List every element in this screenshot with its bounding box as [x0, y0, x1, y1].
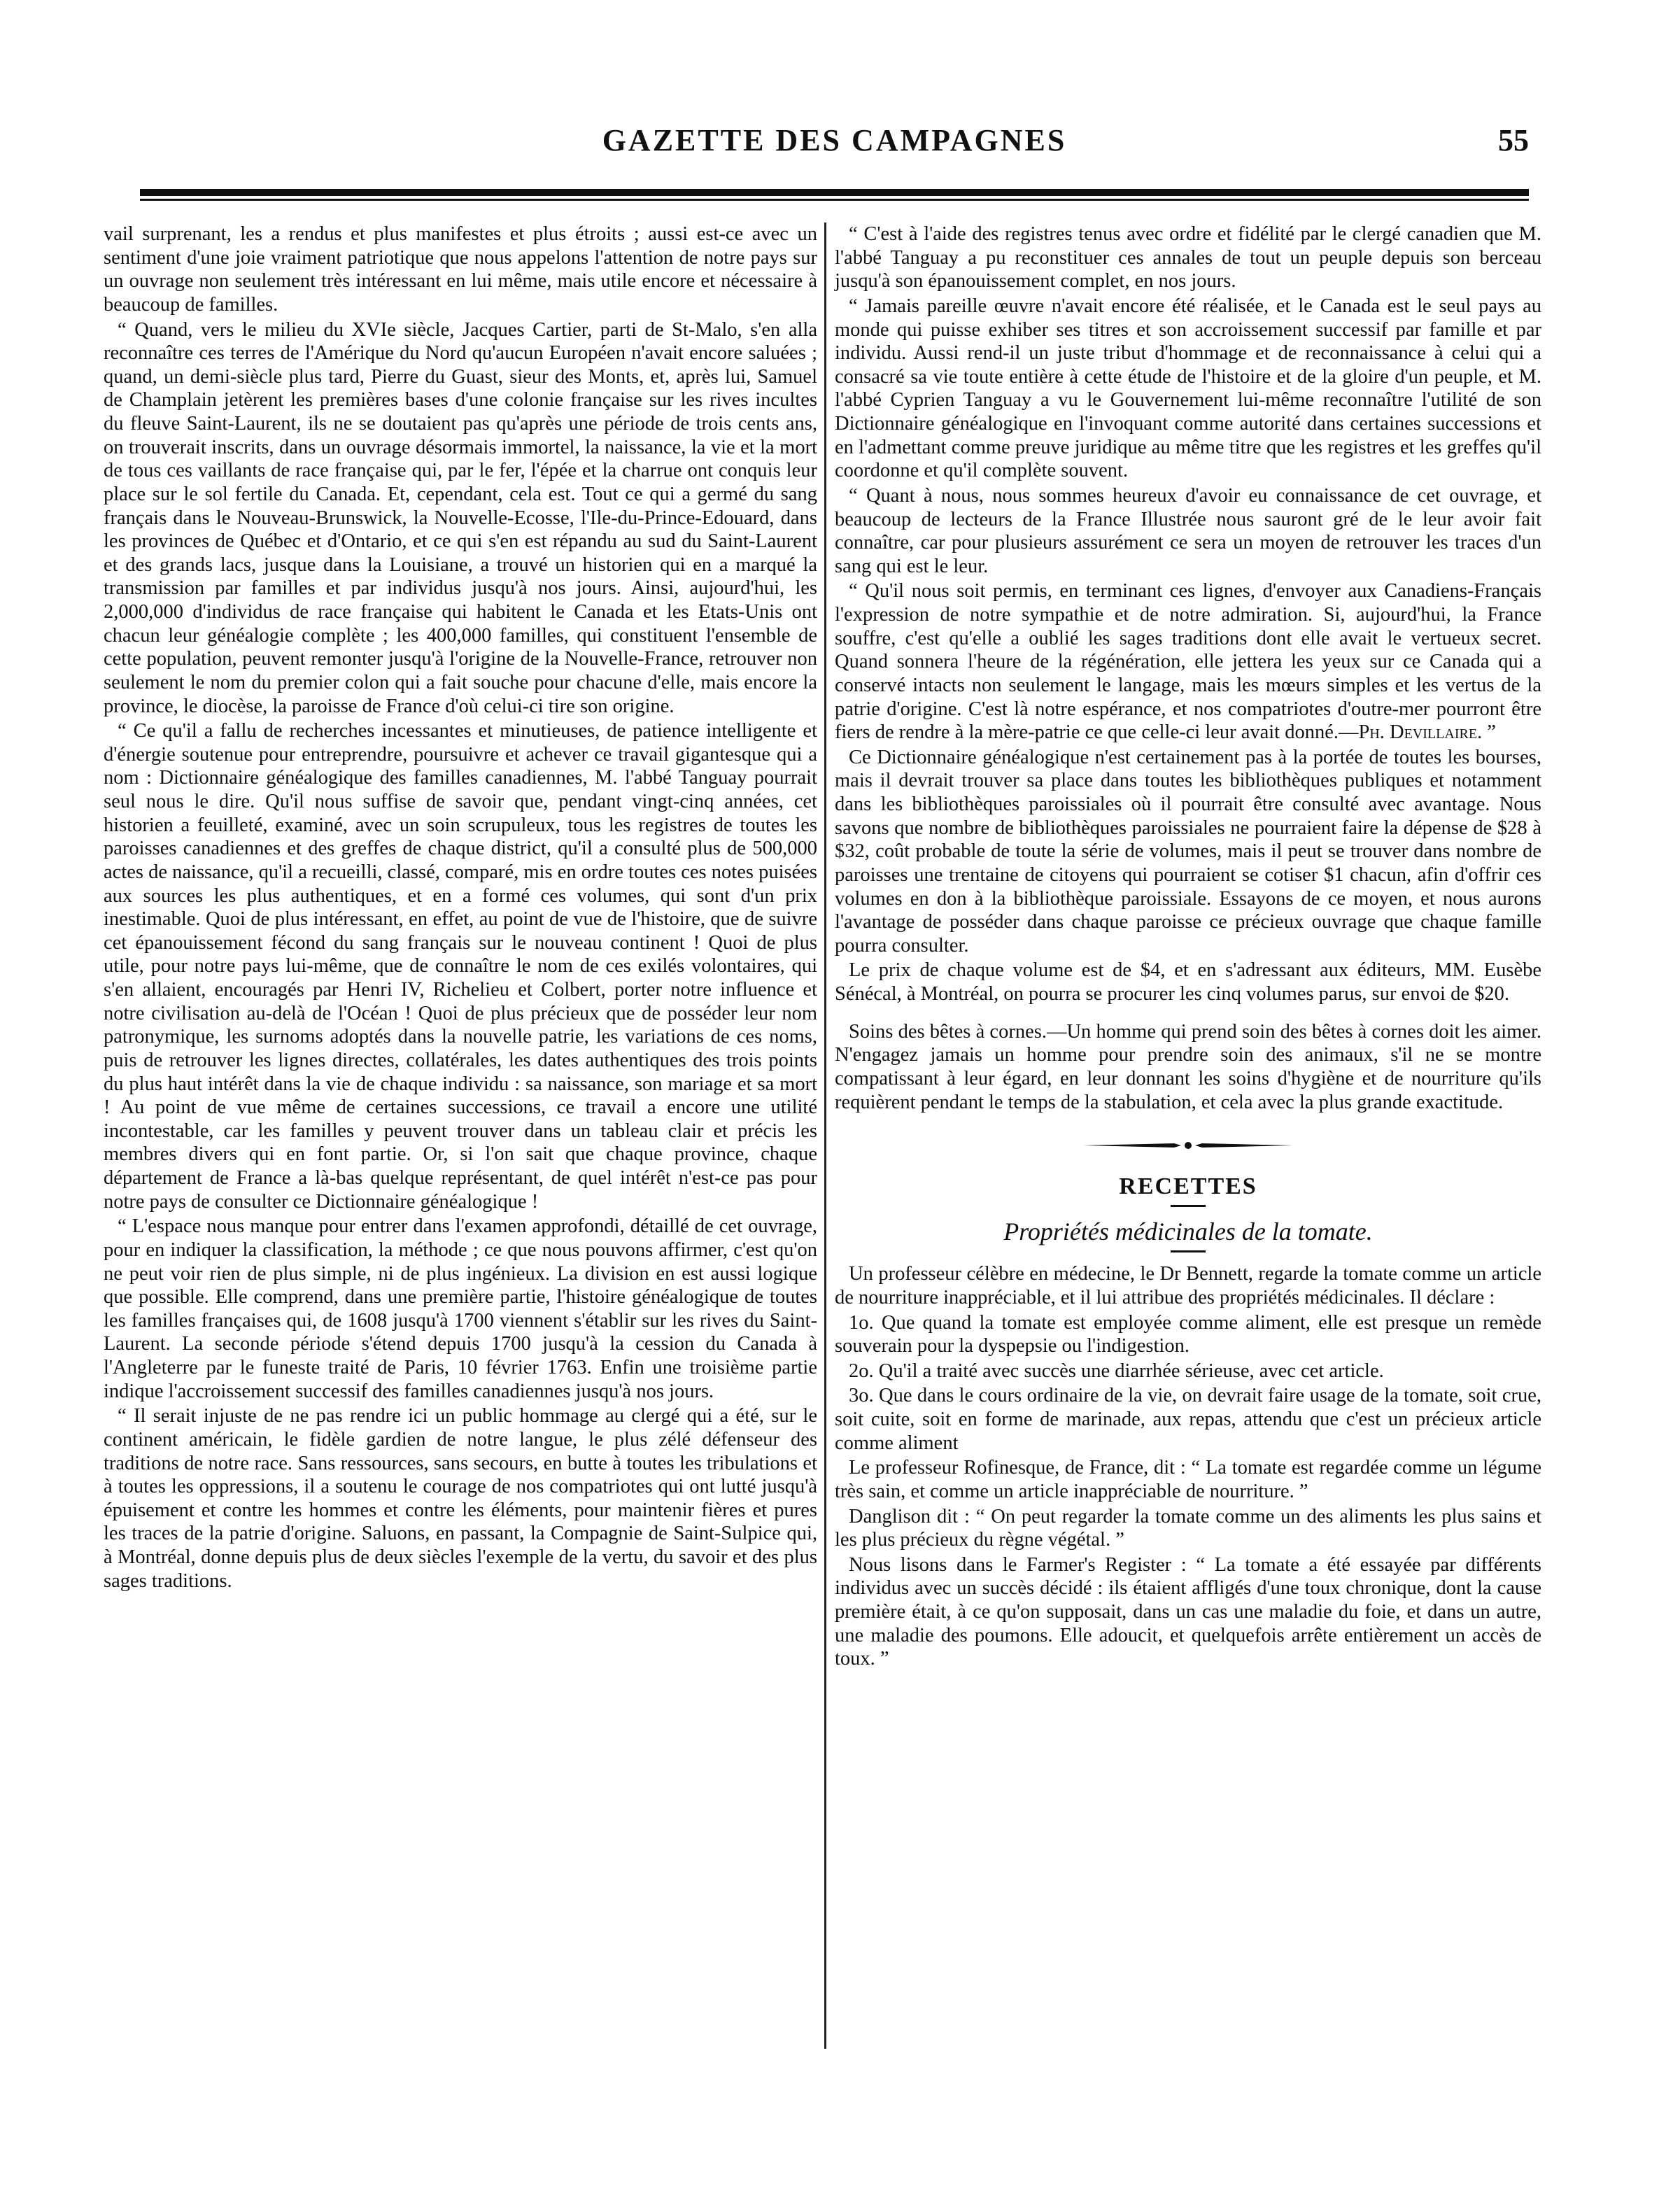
- recipe-paragraph-7: Nous lisons dans le Farmer's Register : “ La tomate a été essayée par différents individus avec un succès décidé : ils étaient affligés d'une toux chronique, dont la cause première était, à ce qu'on supposait, dans un cas une maladie du foie, et dans un autre, une maladie des poumons. Elle adoucit, et quelquefois arrête entièrement un accès de toux. ”: [835, 1553, 1541, 1670]
- right-paragraph-5: Ce Dictionnaire généalogique n'est certainement pas à la portée de toutes les bourses, mais il devrait trouver sa place dans toutes les bibliothèques publiques et notamment dans les bibliothèques paroissiales où il pourrait être consulté avec avantage. Nous savons que nombre de bibliothèques paroissiales ne pourraient faire la dépense de $28 à $32, coût probable de toute la série de volumes, mais il peut se trouver dans nombre de paroisses une trentaine de citoyens qui pourraient se cotiser $1 chacun, afin d'offrir ces volumes en don à la bibliothèque paroissiale. Essayons de ce moyen, et nous aurons l'avantage de posséder dans chaque paroisse ce précieux ouvrage que chaque famille pourra consulter.: [835, 746, 1541, 957]
- right-paragraph-4: [835, 579, 1541, 744]
- left-paragraph-4: “ L'espace nous manque pour entrer dans l'examen approfondi, détaillé de cet ouvrage, pour en indiquer la classification, la méthode ; ce que nous pouvons affirmer, c'est qu'on ne peut voir rien de plus simple, ni de plus ingénieux. La division en est aussi logique que possible. Elle comprend, dans une première partie, l'histoire généalogique de toutes les familles françaises qui, de 1608 jusqu'à 1700 viennent s'établir sur les rives du Saint-Laurent. La seconde période s'étend depuis 1700 jusqu'à la cession du Canada à l'Angleterre par le funeste traité de Paris, 10 février 1763. Enfin une troisième partie indique l'accroissement successif des familles canadiennes jusqu'à nos jours.: [104, 1215, 817, 1402]
- recipe-paragraph-2: 1o. Que quand la tomate est employée comme aliment, elle est presque un remède souverain pour la dyspepsie ou l'indigestion.: [835, 1311, 1541, 1357]
- recipe-paragraph-6: Danglison dit : “ On peut regarder la tomate comme un des aliments les plus sains et les plus précieux du règne végétal. ”: [835, 1505, 1541, 1551]
- spacer: [835, 1008, 1541, 1020]
- header-rule-thin: [140, 199, 1529, 201]
- section-ornament: [835, 1135, 1541, 1159]
- header-rule-thick: [140, 189, 1529, 196]
- ornament-divider-icon: [1076, 1138, 1300, 1152]
- subheading-dash: [1171, 1250, 1206, 1252]
- section-dash: [1171, 1205, 1206, 1207]
- page-header: [140, 122, 1529, 164]
- recipe-paragraph-4: 3o. Que dans le cours ordinaire de la vie, on devrait faire usage de la tomate, soit crue, soit cuite, soit en forme de marinade, aux repas, attendu que c'est un précieux article comme aliment: [835, 1385, 1541, 1454]
- right-paragraph-1: “ C'est à l'aide des registres tenus avec ordre et fidélité par le clergé canadien que M. l'abbé Tanguay a pu reconstituer ces annales de tout un peuple depuis son berceau jusqu'à son épanouissement complet, en nos jours.: [835, 223, 1541, 292]
- publication-title: GAZETTE DES CAMPAGNES: [602, 123, 1067, 157]
- article-signature: Ph. Devillaire. ”: [1358, 721, 1496, 744]
- page-number: 55: [1498, 123, 1529, 157]
- left-paragraph-1: vail surprenant, les a rendus et plus manifestes et plus étroits ; aussi est-ce avec un sentiment d'une joie vraiment patriotique que nous appelons l'attention de notre pays sur un ouvrage non seulement très intéressant en lui même, mais utile encore et nécessaire à beaucoup de familles.: [104, 223, 817, 316]
- section-title-recettes: RECETTES: [1119, 1173, 1257, 1199]
- recipe-subheading: Propriétés médicinales de la tomate.: [1003, 1217, 1373, 1245]
- right-paragraph-4-text: “ Qu'il nous soit permis, en terminant ces lignes, d'envoyer aux Canadiens-Français l'expression de notre sympathie et de notre admiration. Si, aujourd'hui, la France souffre, c'est qu'elle a oublié les sages traditions dont elle avait le vertueux secret. Quand sonnera l'heure de la régénération, elle jettera les yeux sur ce Canada qui a conservé intacts non seulement le langage, mais les mœurs simples et les vertus de la patrie d'origine. C'est là notre espérance, et nos compatriotes d'outre-mer pourront être fiers de rendre à la mère-patrie ce que celle-ci leur avait donné.—: [835, 580, 1541, 744]
- right-paragraph-2: “ Jamais pareille œuvre n'avait encore été réalisée, et le Canada est le seul pays au monde qui puisse exhiber ses titres et son accroissement successif par famille et par individu. Aussi rend-il un juste tribut d'hommage et de reconnaissance à celui qui a consacré sa vie toute entière à cette étude de l'histoire et de la gloire d'un peuple, et M. l'abbé Cyprien Tanguay a vu le Gouvernement lui-même reconnaître l'utilité de son Dictionnaire généalogique en l'invoquant comme autorité dans certaines successions et en l'admettant comme preuve juridique au même titre que les registres et les greffes qu'il coordonne et qu'il complète souvent.: [835, 295, 1541, 482]
- left-paragraph-3: “ Ce qu'il a fallu de recherches incessantes et minutieuses, de patience intelligente et d'énergie soutenue pour entreprendre, poursuivre et achever ce travail gigantesque qui a nom : Dictionnaire généalogique des familles canadiennes, M. l'abbé Tanguay pourrait seul nous le dire. Qu'il nous suffise de savoir que, pendant vingt-cinq années, cet historien a feuilleté, examiné, avec un soin scrupuleux, tous les registres de toutes les paroisses canadiennes et des greffes de chaque district, qu'il a consulté plus de 500,000 actes de naissance, qu'il a recueilli, classé, comparé, mis en ordre toutes ces notes puisées aux sources les plus authentiques, et en a formé ces volumes, qui sont d'un prix inestimable. Quoi de plus intéressant, en effet, au point de vue de l'histoire, que de suivre cet épanouissement fécond du sang français sur le nouveau continent ! Quoi de plus utile, pour notre pays lui-même, que de connaître le nom de ces exilés volontaires, qui s'en allaient, encouragés par Henri IV, Richelieu et Colbert, porter notre influence et notre civilisation au-delà de l'Océan ! Quoi de plus précieux que de posséder leur nom patronymique, les surnoms adoptés dans la nouvelle patrie, les variations de ces noms, puis de retrouver les lignes directes, collatérales, les dates authentiques des trois points du plus haut intérêt dans la vie de chaque individu : sa naissance, son mariage et sa mort ! Au point de vue même de certaines successions, ce travail a encore une utilité incontestable, car les familles y peuvent trouver dans un tableau clair et précis les membres divers qui en font partie. Or, si l'on sait que chaque province, chaque département de France a là-bas quelque représentant, de quel intérêt n'est-ce pas pour notre pays de consulter ce Dictionnaire généalogique !: [104, 720, 817, 1213]
- left-paragraph-5: “ Il serait injuste de ne pas rendre ici un public hommage au clergé qui a été, sur le continent américain, le fidèle gardien de notre langue, le plus zélé défenseur des traditions de notre race. Sans ressources, sans secours, en butte à toutes les tribulations et à toutes les oppressions, il a soutenu le courage de nos compatriotes qui ont lutté jusqu'à épuisement et contre les hommes et contre les éléments, pour maintenir fières et pures les traces de la patrie d'origine. Saluons, en passant, la Compagnie de Saint-Sulpice qui, à Montréal, donne depuis plus de deux siècles l'exemple de la vertu, du savoir et des plus sages traditions.: [104, 1405, 817, 1592]
- right-column: [835, 223, 1541, 1672]
- column-divider: [824, 223, 826, 2049]
- left-paragraph-2: “ Quand, vers le milieu du XVIe siècle, Jacques Cartier, parti de St-Malo, s'en alla reconnaître ces terres de l'Amérique du Nord qu'aucun Européen n'avait encore saluées ; quand, un demi-siècle plus tard, Pierre du Guast, sieur des Monts, et, après lui, Samuel de Champlain jetèrent les premières bases d'une colonie française sur les rives incultes du fleuve Saint-Laurent, ils ne se doutaient pas qu'après une période de trois cents ans, on trouverait inscrits, dans un ouvrage désormais immortel, la naissance, la vie et la mort de tous ces vaillants de race française qui, par le fer, l'épée et la charrue ont conquis leur place sur le sol fertile du Canada. Et, cependant, cela est. Tout ce qui a germé du sang français dans le Nouveau-Brunswick, la Nouvelle-Ecosse, l'Ile-du-Prince-Edouard, dans les provinces de Québec et d'Ontario, et ce qui s'en est répandu au sud du Saint-Laurent et des grands lacs, jusque dans la Louisiane, a trouvé un historien qui en a marqué la transmission par familles et par individus jusqu'à nos jours. Ainsi, aujourd'hui, les 2,000,000 d'individus de race française qui habitent le Canada et les Etats-Unis ont chacun leur généalogie complète ; les 400,000 familles, qui constituent l'ensemble de cette population, peuvent remonter jusqu'à l'origine de la Nouvelle-France, retrouver non seulement le nom du premier colon qui a fait souche pour chacune d'elle, mais encore la province, le diocèse, la paroisse de France d'où celui-ci tire son origine.: [104, 318, 817, 717]
- right-paragraph-3: “ Quant à nous, nous sommes heureux d'avoir eu connaissance de cet ouvrage, et beaucoup de lecteurs de la France Illustrée nous sauront gré de le leur avoir fait connaître, car pour plusieurs assurément ce sera un moyen de retrouver les traces d'un sang qui est le leur.: [835, 484, 1541, 577]
- right-paragraph-7: Soins des bêtes à cornes.—Un homme qui prend soin des bêtes à cornes doit les aimer. N'engagez jamais un homme pour prendre soin des animaux, s'il ne se montre compatissant à leur égard, en leur donnant les soins d'hygiène et de nourriture qu'ils requièrent pendant le temps de la stabulation, et cela avec la plus grande exactitude.: [835, 1020, 1541, 1113]
- recipe-paragraph-5: Le professeur Rofinesque, de France, dit : “ La tomate est regardée comme un légume très sain, et comme un article inappréciable de nourriture. ”: [835, 1457, 1541, 1502]
- recipe-paragraph-1: Un professeur célèbre en médecine, le Dr Bennett, regarde la tomate comme un article de nourriture inappréciable, et il lui attribue des propriétés médicinales. Il déclare :: [835, 1263, 1541, 1308]
- recipe-paragraph-3: 2o. Qu'il a traité avec succès une diarrhée sérieuse, avec cet article.: [849, 1360, 1384, 1382]
- left-column: [104, 223, 817, 1594]
- right-paragraph-6: Le prix de chaque volume est de $4, et en s'adressant aux éditeurs, MM. Eusèbe Sénécal, à Montréal, on pourra se procurer les cinq volumes parus, sur envoi de $20.: [835, 959, 1541, 1005]
